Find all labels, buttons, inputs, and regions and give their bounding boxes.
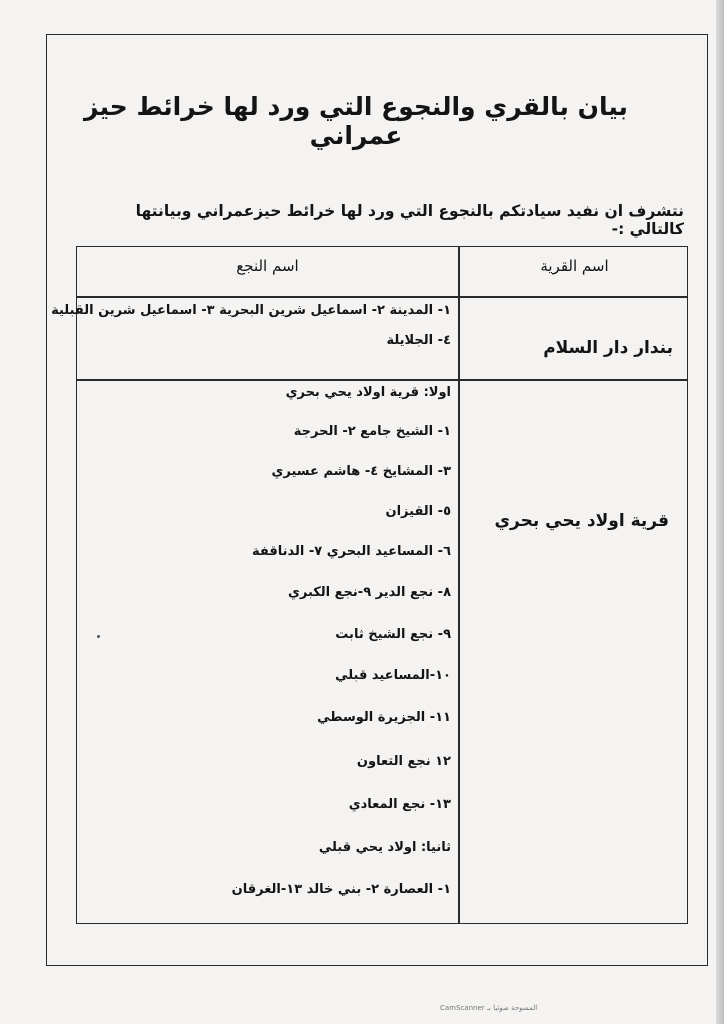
scanner-watermark: CamScanner المسوحة ضوئيا بـ (440, 1004, 538, 1012)
village-name: بندار دار السلام (543, 338, 673, 358)
hamlet-line: ٥- القيزان (385, 504, 451, 519)
page-edge (716, 0, 724, 1024)
hamlet-line: ٩- نجع الشيخ ثابت (335, 627, 451, 642)
header-hamlet: اسم النجع (236, 257, 299, 275)
header-village: اسم القرية (540, 257, 609, 275)
hamlet-line: ٤- الجلايلة (386, 333, 451, 348)
hamlets-table (51, 246, 688, 924)
hamlet-line: ١٠-المساعيد قبلي (335, 668, 451, 683)
intro-paragraph: نتشرف ان نفيد سيادتكم بالنجوع التي ورد لها خرائط حيزعمراني وبيانتها كالتالي :- (135, 202, 684, 238)
hamlet-line: ١٣- نجع المعادي (348, 797, 451, 812)
hamlet-line: ١- المدينة ٢- اسماعيل شرين البحرية ٣- اسماعيل شرين القبلية (51, 303, 451, 318)
hamlet-line: ١٢ نجع التعاون (356, 754, 451, 769)
hamlet-line: ٣- المشايخ ٤- هاشم عسيري (271, 464, 451, 479)
hamlet-line: ثانيا: اولاد يحي قبلي (318, 840, 451, 855)
hamlet-line: اولا: قرية اولاد يحي بحري (285, 385, 451, 400)
column-divider (458, 247, 460, 923)
header-divider (77, 296, 687, 298)
hamlet-line: ١١- الجزيرة الوسطي (317, 710, 451, 725)
hamlet-line: ١- العصارة ٢- بني خالد ١٣-الغرقان (231, 882, 451, 897)
scan-speck (97, 635, 100, 638)
village-name: قرية اولاد يحي بحري (494, 511, 669, 531)
hamlet-line: ٨- نجع الدير ٩-نجع الكبري (287, 585, 451, 600)
hamlet-line: ١- الشيخ جامع ٢- الحرجة (293, 424, 451, 439)
hamlet-line: ٦- المساعيد البحري ٧- الدناقفة (251, 544, 451, 559)
document-title: بيان بالقري والنجوع التي ورد لها خرائط حيز عمراني (84, 92, 628, 150)
row-divider (77, 379, 687, 381)
